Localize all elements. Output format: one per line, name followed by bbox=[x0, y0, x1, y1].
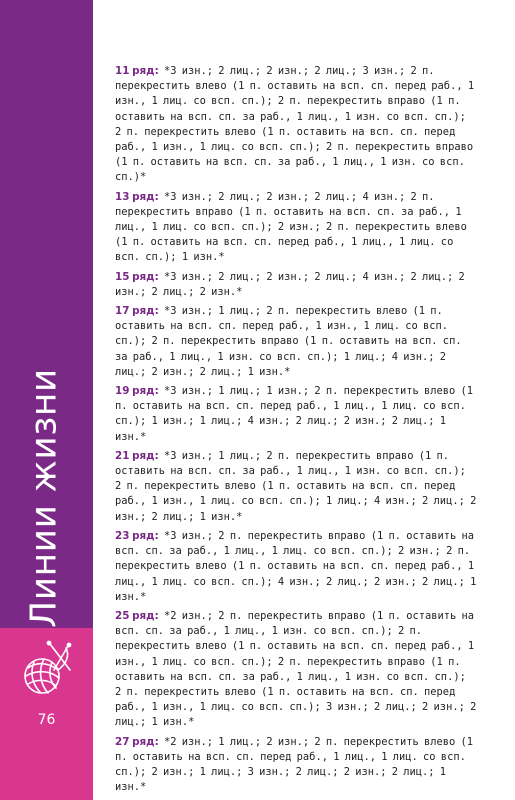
row-label: 11 ряд: bbox=[115, 65, 159, 77]
row-label: 27 ряд: bbox=[115, 735, 159, 748]
row-text: *3 изн.; 1 лиц.; 1 изн.; 2 п. перекрестить влево (1 п. оставить на всп. сп. перед раб., 1 лиц., 1 лиц. со всп. сп.); 1 изн.; 1 лиц.; 4 изн.; 2 лиц.; 2 изн.; 2 лиц.; 1 изн.* bbox=[115, 385, 474, 443]
row-text: *2 изн.; 2 п. перекрестить вправо (1 п. оставить на всп. сп. за раб., 1 лиц., 1 изн. со всп. сп.); 2 п. перекрестить влево (1 п. оставить на всп. сп. перед раб., 1 изн., 1 лиц. со всп. сп.); 2 п. перекрестить вправо (1 п. оставить на всп. сп. за раб., 1 лиц., 1 изн. со всп. сп.); 2 п. перекрестить влево (1 п. оставить на всп. сп. перед раб., 1 изн., 1 лиц. со всп. сп.); 3 изн.; 2 лиц.; 2 изн.; 2 лиц.; 1 изн.* bbox=[115, 609, 477, 729]
row-text: *3 изн.; 1 лиц.; 2 п. перекрестить влево (1 п. оставить на всп. сп. перед раб., 1 изн., 1 лиц. со всп. сп.); 2 п. перекрестить вправо (1 п. оставить на всп. сп. за раб., 1 лиц., 1 изн. со всп. сп.); 1 лиц.; 4 изн.; 2 лиц.; 2 изн.; 2 лиц.; 1 изн.* bbox=[115, 305, 462, 378]
row-text: *3 изн.; 2 лиц.; 2 изн.; 2 лиц.; 3 изн.; 2 п. перекрестить влево (1 п. оставить на всп. сп. перед раб., 1 изн., 1 лиц. со всп. сп.); 2 п. перекрестить вправо (1 п. оставить на всп. сп. за раб., 1 лиц., 1 изн. со всп. сп.); 2 п. перекрестить влево (1 п. оставить на всп. сп. перед раб., 1 изн., 1 лиц. со всп. сп.); 2 п. перекрестить вправо (1 п. оставить на всп. сп. за раб., 1 лиц., 1 изн. со всп. сп.)* bbox=[115, 65, 475, 184]
row-label: 17 ряд: bbox=[115, 305, 159, 318]
pattern-row bbox=[115, 449, 477, 525]
pattern-instructions bbox=[115, 64, 477, 799]
row-label: 15 ряд: bbox=[115, 270, 159, 283]
pattern-row bbox=[115, 529, 477, 605]
row-label: 19 ряд: bbox=[115, 385, 159, 398]
pattern-row bbox=[115, 270, 477, 300]
row-label: 25 ряд: bbox=[115, 609, 159, 622]
row-text: *3 изн.; 2 п. перекрестить вправо (1 п. оставить на всп. сп. за раб., 1 лиц., 1 лиц. со всп. сп.); 2 изн.; 2 п. перекрестить влево (1 п. оставить на всп. сп. перед раб., 1 лиц., 1 лиц. со всп. сп.); 4 изн.; 2 лиц.; 2 изн.; 2 лиц.; 1 изн.* bbox=[115, 529, 477, 603]
yarn-ball-icon bbox=[14, 640, 76, 702]
page-number: 76 bbox=[37, 712, 56, 728]
row-label: 13 ряд: bbox=[115, 190, 159, 203]
row-text: *3 изн.; 2 лиц.; 2 изн.; 2 лиц.; 4 изн.; 2 п. перекрестить вправо (1 п. оставить на всп. сп. за раб., 1 лиц., 1 лиц. со всп. сп.); 2 изн.; 2 п. перекрестить влево (1 п. оставить на всп. сп. перед раб., 1 лиц., 1 лиц. со всп. сп.); 1 изн.* bbox=[115, 190, 467, 264]
sidebar bbox=[0, 0, 93, 800]
row-text: *3 изн.; 1 лиц.; 2 п. перекрестить вправо (1 п. оставить на всп. сп. за раб., 1 лиц., 1 изн. со всп. сп.); 2 п. перекрестить влево (1 п. оставить на всп. сп. перед раб., 1 изн., 1 лиц. со всп. сп.); 1 лиц.; 4 изн.; 2 лиц.; 2 изн.; 2 лиц.; 1 изн.* bbox=[115, 449, 477, 523]
row-label: 21 ряд: bbox=[115, 449, 159, 462]
pattern-row bbox=[115, 609, 477, 731]
pattern-row bbox=[115, 190, 477, 266]
pattern-row bbox=[115, 384, 477, 445]
row-text: *2 изн.; 1 лиц.; 2 изн.; 2 п. перекрестить влево (1 п. оставить на всп. сп. перед раб., 1 лиц., 1 лиц. со всп. сп.); 2 изн.; 1 лиц.; 3 изн.; 2 лиц.; 2 изн.; 2 лиц.; 1 изн.* bbox=[115, 735, 474, 794]
pattern-row bbox=[115, 304, 477, 380]
pattern-row bbox=[115, 64, 477, 186]
section-title: Линии жизни bbox=[23, 368, 65, 628]
pattern-row bbox=[115, 735, 477, 796]
row-label: 23 ряд: bbox=[115, 529, 159, 542]
row-text: *3 изн.; 2 лиц.; 2 изн.; 2 лиц.; 4 изн.; 2 лиц.; 2 изн.; 2 лиц.; 2 изн.* bbox=[115, 270, 465, 298]
